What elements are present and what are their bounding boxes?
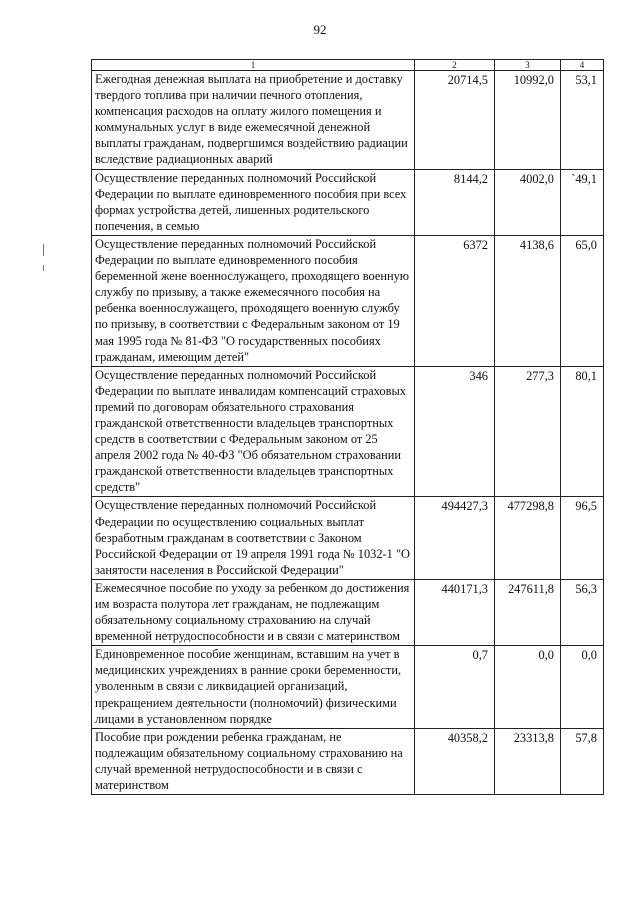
header-col-2: 2 [415,60,495,71]
value-col-4: 0,0 [561,646,604,728]
value-col-2: 20714,5 [415,71,495,170]
table-row [92,169,604,235]
expense-description: Осуществление переданных полномочий Российской Федерации по осуществлению социальных выплат безработным гражданам в соответствии с Законом Российской Федерации от 19 апреля 1991 года № 1032-1 "О занятости населения в Российской Федерации" [92,497,415,579]
scan-speck [43,265,44,271]
header-col-4: 4 [561,60,604,71]
value-col-2: 0,7 [415,646,495,728]
value-col-2: 6372 [415,235,495,366]
expense-description: Пособие при рождении ребенка гражданам, не подлежащим обязательному социальному страхованию на случай временной нетрудоспособности и в связи с материнством [92,728,415,794]
value-col-4: 65,0 [561,235,604,366]
value-col-2: 440171,3 [415,579,495,645]
budget-table [91,59,604,795]
value-col-2: 346 [415,366,495,497]
expense-description: Осуществление переданных полномочий Российской Федерации по выплате единовременного пособия беременной жене военнослужащего, проходящего военную службу по призыву, а также ежемесячного пособия на ребенка военнослужащего, проходящего военную службу по призыву, в соответствии с Федеральным законом от 19 мая 1995 года № 81-ФЗ "О государственных пособиях гражданам, имеющим детей" [92,235,415,366]
page-number: 92 [313,22,327,37]
value-col-4: 96,5 [561,497,604,579]
expense-description: Осуществление переданных полномочий Российской Федерации по выплате инвалидам компенсаций страховых премий по договорам обязательного страхования гражданской ответственности владельцев транспортных средств в соответствии с Федеральным законом от 25 апреля 2002 года № 40-ФЗ "Об обязательном страховании гражданской ответственности владельцев транспортных средств" [92,366,415,497]
header-col-3: 3 [495,60,561,71]
value-col-3: 277,3 [495,366,561,497]
table-row [92,235,604,366]
scan-speck [43,244,44,256]
value-col-4: 80,1 [561,366,604,497]
value-col-3: 477298,8 [495,497,561,579]
value-col-3: 23313,8 [495,728,561,794]
expense-description: Единовременное пособие женщинам, вставшим на учет в медицинских учреждениях в ранние сроки беременности, уволенным в связи с ликвидацией организаций, прекращением деятельности (полномочий) физическими лицами в установленном порядке [92,646,415,728]
value-col-4: 57,8 [561,728,604,794]
expense-description: Ежемесячное пособие по уходу за ребенком до достижения им возраста полутора лет гражданам, не подлежащим обязательному социальному страхованию на случай временной нетрудоспособности и в связи с материнством [92,579,415,645]
expense-description: Осуществление переданных полномочий Российской Федерации по выплате единовременного пособия при всех формах устройства детей, лишенных родительского попечения, в семью [92,169,415,235]
table-row [92,497,604,579]
table-row [92,646,604,728]
value-col-3: 10992,0 [495,71,561,170]
value-col-2: 8144,2 [415,169,495,235]
value-col-3: 0,0 [495,646,561,728]
table-row [92,71,604,170]
table-row [92,728,604,794]
header-row [92,60,604,71]
value-col-3: 4138,6 [495,235,561,366]
value-col-3: 247611,8 [495,579,561,645]
table-row [92,366,604,497]
value-col-4: `49,1 [561,169,604,235]
value-col-3: 4002,0 [495,169,561,235]
value-col-2: 494427,3 [415,497,495,579]
value-col-4: 56,3 [561,579,604,645]
header-col-1: 1 [92,60,415,71]
table-row [92,579,604,645]
value-col-4: 53,1 [561,71,604,170]
value-col-2: 40358,2 [415,728,495,794]
expense-description: Ежегодная денежная выплата на приобретение и доставку твердого топлива при наличии печного отопления, компенсация расходов на оплату жилого помещения и коммунальных услуг в виде ежемесячной денежной выплаты гражданам, подвергшимся воздействию радиации вследствие радиационных аварий [92,71,415,170]
